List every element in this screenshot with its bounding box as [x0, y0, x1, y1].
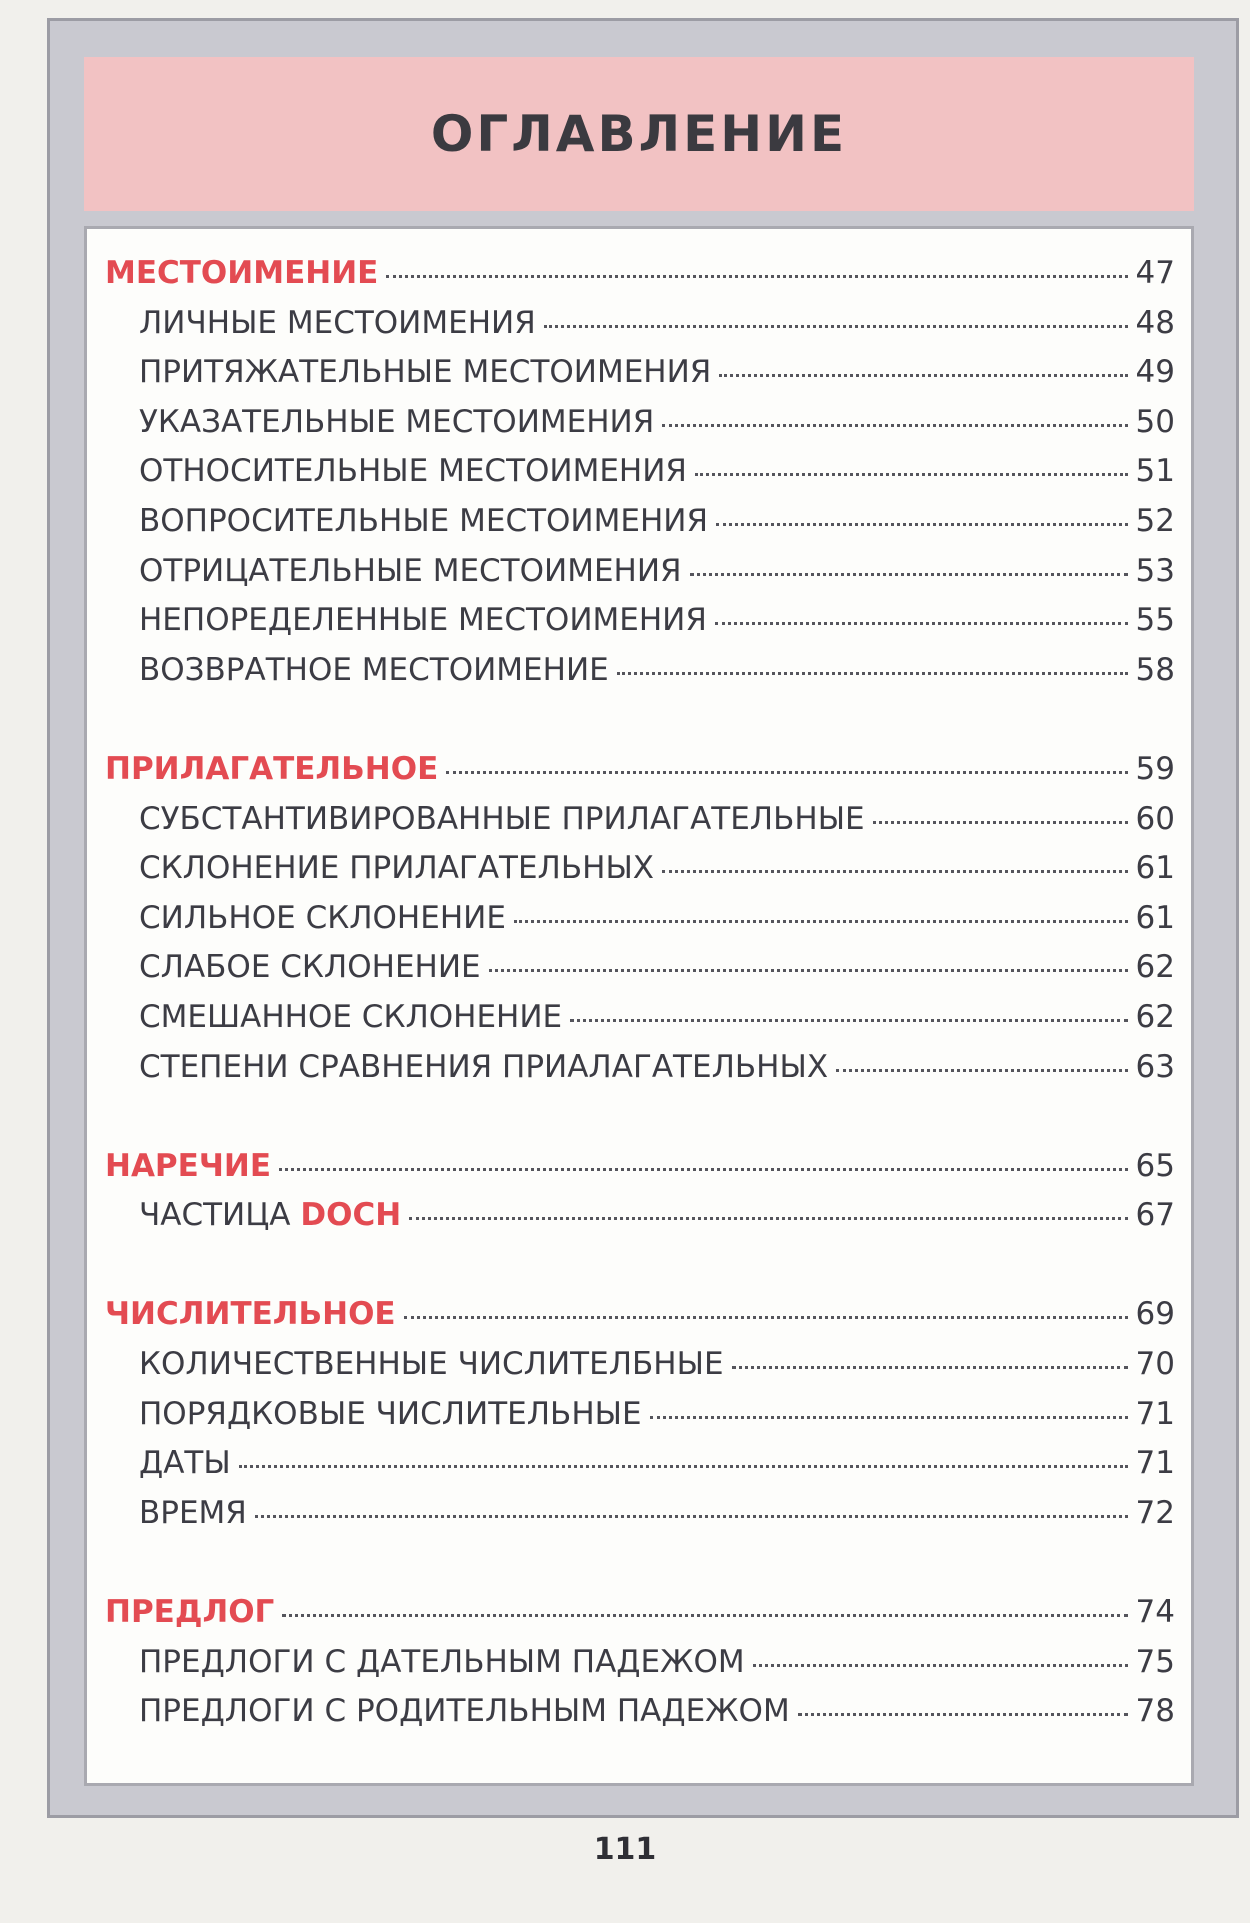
toc-entry-label: [139, 1495, 247, 1531]
leader-dots: [798, 1713, 1128, 1716]
toc-entry-row: [105, 453, 1175, 503]
toc-entry-row: [105, 553, 1175, 603]
toc-page-number: 71: [1135, 1445, 1175, 1482]
toc-entry-row: [105, 305, 1175, 355]
page-title: ОГЛАВЛЕНИЕ: [430, 105, 848, 163]
leader-dots: [404, 1316, 1128, 1319]
toc-page-number: 78: [1135, 1693, 1175, 1730]
leader-dots: [719, 374, 1127, 377]
leader-dots: [662, 870, 1128, 873]
toc-page-number: 72: [1135, 1494, 1175, 1531]
leader-dots: [716, 523, 1128, 526]
toc-entry-row: [105, 1644, 1175, 1694]
toc-entry-label: [139, 1197, 401, 1233]
toc-entry-row: [105, 801, 1175, 851]
toc-entry-text: СТЕПЕНИ СРАВНЕНИЯ ПРИАЛАГАТЕЛЬНЫХ: [139, 1048, 829, 1085]
toc-entry-label: [139, 801, 865, 837]
toc-entry-text: ДАТЫ: [139, 1445, 231, 1482]
toc-entry-text: НЕПОРЕДЕЛЕННЫЕ МЕСТОИМЕНИЯ: [139, 602, 707, 639]
toc-page-number: 62: [1135, 998, 1175, 1035]
leader-dots: [662, 424, 1127, 427]
toc-section-row: [105, 255, 1175, 305]
leader-dots: [489, 969, 1128, 972]
toc-entry-text: ВОПРОСИТЕЛЬНЫЕ МЕСТОИМЕНИЯ: [139, 502, 708, 539]
toc-entry-text: КОЛИЧЕСТВЕННЫЕ ЧИСЛИТЕЛБНЫЕ: [139, 1346, 724, 1383]
toc-page-number: 48: [1135, 304, 1175, 341]
toc-entry-row: [105, 503, 1175, 553]
toc-entry-row: [105, 949, 1175, 999]
toc-entry-text: ВОЗВРАТНОЕ МЕСТОИМЕНИЕ: [139, 651, 609, 688]
toc-entry-label: [139, 602, 707, 638]
toc-entry-label: [139, 850, 654, 886]
toc-page-number: 65: [1135, 1147, 1175, 1184]
toc-entry-label: [139, 1644, 745, 1680]
toc-entry-row: [105, 1495, 1175, 1545]
toc-entry-text: ПРЕДЛОГИ С РОДИТЕЛЬНЫМ ПАДЕЖОМ: [139, 1693, 790, 1730]
toc-page-number: 50: [1135, 403, 1175, 440]
toc-page-number: 69: [1135, 1296, 1175, 1333]
toc-entry-row: [105, 602, 1175, 652]
toc-entry-text: СЛАБОЕ СКЛОНЕНИЕ: [139, 949, 481, 986]
toc-page-number: 71: [1135, 1395, 1175, 1432]
toc-entry-text: ПРЕДЛОГИ С ДАТЕЛЬНЫМ ПАДЕЖОМ: [139, 1643, 745, 1680]
toc-box: [84, 226, 1194, 1786]
toc-page-number: 53: [1135, 552, 1175, 589]
section-gap: [105, 1098, 1175, 1148]
leader-dots: [446, 771, 1127, 774]
toc-entry-row: [105, 1197, 1175, 1247]
toc-entry-label: [139, 305, 536, 341]
toc-entry-text: ПОРЯДКОВЫЕ ЧИСЛИТЕЛЬНЫЕ: [139, 1395, 642, 1432]
toc-page-number: 52: [1135, 502, 1175, 539]
leader-dots: [650, 1416, 1128, 1419]
toc-section-title: ПРИЛАГАТЕЛЬНОЕ: [105, 750, 439, 787]
toc-entry-text: СМЕШАННОЕ СКЛОНЕНИЕ: [139, 998, 563, 1035]
contents-frame: [47, 18, 1239, 1818]
toc-entry-row: [105, 1445, 1175, 1495]
toc-page-number: 74: [1135, 1594, 1175, 1631]
toc-entry-row: [105, 404, 1175, 454]
toc-entry-text: СКЛОНЕНИЕ ПРИЛАГАТЕЛЬНЫХ: [139, 850, 655, 887]
toc-entry-row: [105, 999, 1175, 1049]
leader-dots: [239, 1465, 1128, 1468]
toc-entry-label: [139, 404, 654, 440]
leader-dots: [514, 920, 1128, 923]
toc-entry-text: УКАЗАТЕЛЬНЫЕ МЕСТОИМЕНИЯ: [139, 403, 655, 440]
leader-dots: [715, 622, 1128, 625]
toc-entry-text: ЧАСТИЦА: [139, 1197, 291, 1234]
toc-entry-text: ОТНОСИТЕЛЬНЫЕ МЕСТОИМЕНИЯ: [139, 453, 687, 490]
toc-entry-row: [105, 354, 1175, 404]
toc-section-title: ЧИСЛИТЕЛЬНОЕ: [105, 1296, 396, 1333]
toc-page-number: 75: [1135, 1643, 1175, 1680]
toc-entry-label: [139, 949, 481, 985]
toc-entry-row: [105, 1049, 1175, 1099]
toc-section-row: [105, 1148, 1175, 1198]
toc-section-row: [105, 1296, 1175, 1346]
leader-dots: [409, 1217, 1127, 1220]
toc-entry-row: [105, 900, 1175, 950]
toc-entry-row: [105, 1396, 1175, 1446]
toc-section-title: НАРЕЧИЕ: [105, 1147, 272, 1184]
toc-entry-label: [139, 553, 682, 589]
toc-page-number: 47: [1135, 255, 1175, 291]
leader-dots: [282, 1614, 1127, 1617]
toc-entry-label: [139, 1693, 790, 1729]
toc-entry-label: [139, 1346, 724, 1382]
leader-dots: [836, 1069, 1127, 1072]
toc-page-number: 49: [1135, 354, 1175, 391]
toc-entry-label: [139, 503, 708, 539]
page-number: 111: [593, 1832, 657, 1867]
toc-list: [105, 255, 1175, 1743]
toc-entry-accent: DOCH: [300, 1197, 402, 1234]
toc-entry-label: [139, 1445, 231, 1481]
toc-entry-label: [139, 900, 506, 936]
leader-dots: [617, 672, 1128, 675]
toc-entry-row: [105, 850, 1175, 900]
toc-page-number: 67: [1135, 1197, 1175, 1234]
leader-dots: [386, 275, 1127, 278]
leader-dots: [732, 1366, 1128, 1369]
leader-dots: [255, 1515, 1128, 1518]
toc-section-title: МЕСТОИМЕНИЕ: [105, 255, 379, 291]
leader-dots: [279, 1168, 1128, 1171]
toc-page-number: 70: [1135, 1346, 1175, 1383]
toc-entry-label: [139, 354, 711, 390]
toc-entry-label: [139, 652, 609, 688]
toc-entry-label: [139, 1049, 828, 1085]
toc-page-number: 61: [1135, 850, 1175, 887]
leader-dots: [690, 573, 1128, 576]
toc-page-number: 60: [1135, 800, 1175, 837]
toc-entry-text: СУБСТАНТИВИРОВАННЫЕ ПРИЛАГАТЕЛЬНЫЕ: [139, 800, 865, 837]
toc-page-number: 62: [1135, 949, 1175, 986]
toc-entry-text: СИЛЬНОЕ СКЛОНЕНИЕ: [139, 899, 506, 936]
toc-entry-row: [105, 1346, 1175, 1396]
toc-entry-label: [139, 453, 687, 489]
toc-page-number: 58: [1135, 651, 1175, 688]
toc-entry-text: ЛИЧНЫЕ МЕСТОИМЕНИЯ: [139, 304, 536, 341]
toc-entry-row: [105, 1693, 1175, 1743]
toc-entry-text: ПРИТЯЖАТЕЛЬНЫЕ МЕСТОИМЕНИЯ: [139, 354, 712, 391]
toc-page-number: 59: [1135, 750, 1175, 787]
toc-section-row: [105, 751, 1175, 801]
toc-page-number: 61: [1135, 899, 1175, 936]
section-gap: [105, 1544, 1175, 1594]
title-band: [84, 57, 1194, 211]
section-gap: [105, 701, 1175, 751]
toc-entry-row: [105, 652, 1175, 702]
section-gap: [105, 1247, 1175, 1297]
toc-page-number: 55: [1135, 602, 1175, 639]
leader-dots: [570, 1019, 1127, 1022]
toc-entry-text: ВРЕМЯ: [139, 1494, 247, 1531]
toc-page-number: 63: [1135, 1048, 1175, 1085]
leader-dots: [873, 821, 1128, 824]
toc-section-title: ПРЕДЛОГ: [105, 1594, 275, 1631]
toc-page-number: 51: [1135, 453, 1175, 490]
toc-entry-text: ОТРИЦАТЕЛЬНЫЕ МЕСТОИМЕНИЯ: [139, 552, 682, 589]
leader-dots: [544, 325, 1128, 328]
toc-entry-label: [139, 1396, 642, 1432]
leader-dots: [753, 1664, 1128, 1667]
toc-section-row: [105, 1594, 1175, 1644]
leader-dots: [695, 473, 1128, 476]
toc-entry-label: [139, 999, 562, 1035]
